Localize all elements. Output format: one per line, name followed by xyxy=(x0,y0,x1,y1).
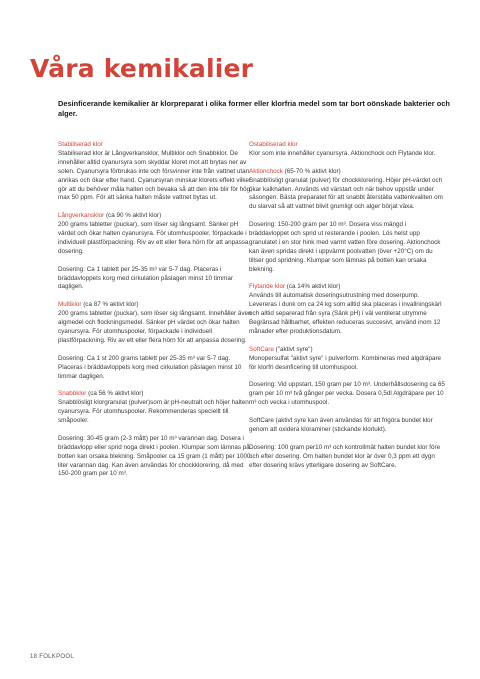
section-paragraph: Monopersulfat "aktivt syre" i pulverform. Kombineras med algdräpare för klorfri desinficering till utomhuspool. xyxy=(249,354,442,371)
intro-text: Desinficerande kemikalier är klorpreparat i olika former eller klorfria medel som tar bort oönskade bakterier och alger. xyxy=(58,99,450,118)
heading-text: Stabiliserad klor xyxy=(58,141,103,148)
dosage-paragraph: Dosering: 30-45 gram (2-3 mått) per 10 m³ varannan dag. Dosera i bräddavlopp eller sprid noga direkt i poolen. Klumpar som lämnas på botten kan orsaka blekning. Småpooler ca 15 gram (1 mått) per 1000 liter varannan dag. Kan även användas för chockklorering, då med 150-200 gram per 10 m³. xyxy=(58,434,251,478)
section-snabbklor xyxy=(58,390,254,479)
section-paragraph: 200 grams tabletter (puckar), som löser sig långsamt. Sänker pH värdet och ökar halten cyanursyra. För utomhuspooler, förpackade i individuell plastförpackning. Riv av ett eller flera hörn för att anpassa dosering. xyxy=(58,221,249,255)
dosage-paragraph: Dosering: Ca 1 tablett per 25-35 m³ var 5-7 dag. Placeras i bräddavloppets korg med cirkulation påslagen minst 10 timmar dagligen. xyxy=(58,265,233,291)
section-langverkansklor xyxy=(58,212,254,292)
heading-text: Flytande klor xyxy=(249,283,286,291)
left-column xyxy=(58,141,254,488)
right-column xyxy=(249,141,445,479)
section-heading xyxy=(58,212,254,221)
section-heading xyxy=(58,141,254,150)
dosage-paragraph: Dosering: Ca 1 st 200 grams tablett per 25-35 m³ var 5-7 dag. Placeras i bräddavloppets korg med cirkulation påslagen minst 10 timmar dagligen. xyxy=(58,354,242,380)
heading-text: Snabbklor xyxy=(58,390,87,398)
section-heading xyxy=(58,390,254,399)
section-paragraph: Stabiliserad klor är Långverkansklor, Multiklor och Snabbklor. De innehåller alltid cyanursyra som skyddar kloret mot att brytas ner av solen. Cyanursyra förbrukas inte och försvinner inte från vattnet utan anrikas och ökar efter hand. Cyanursyran minskar klorets effekt vilket gör att du behöver måla halten och bevaka så att den inte blir för hög, max 50 ppm. För att sänka halten måste vattnet bytas ut. xyxy=(58,149,252,202)
section-heading xyxy=(249,141,445,150)
section-heading xyxy=(249,346,445,355)
heading-subtext: (65-70 % aktivt klor) xyxy=(282,167,341,175)
section-heading xyxy=(58,301,254,310)
heading-text: SoftCare xyxy=(249,345,274,353)
heading-subtext: (ca 56 % aktivt klor) xyxy=(86,390,144,398)
section-aktionchock xyxy=(249,168,445,275)
heading-text: Multiklor xyxy=(58,301,82,309)
section-flytande-klor xyxy=(249,283,445,336)
section-heading xyxy=(249,283,445,292)
dosage-paragraph: Dosering: 100 gram per10 m³ och kontrollmät halten bundet klor före och efter dosering. Om halten bundet klor är över 0,3 ppm ett dygn efter dosering krävs ytterligare dosering av SoftCare. xyxy=(249,443,441,469)
section-paragraph: Används till automatisk doseringsutrustning med doserpump. Levereras i dunk om ca 24 kg som alltid ska placeras i invallningskärl och alltid separerad från syra (Sänk pH) i väl ventilerat utrymme Begränsad hållbarhet, effekten reduceras succesivt, använd inom 12 månader efter produktionsdatum. xyxy=(249,292,442,335)
heading-subtext: (ca 90 % aktivt klor) xyxy=(104,212,162,220)
dosage-paragraph: Dosering: Vid uppstart, 150 gram per 10 m³. Underhållsdosering ca 65 gram per 10 m³ två gånger per vecka. Dosera 0,5dl Algdräpare per 10 m³ och vecka i utomhuspool. xyxy=(249,381,445,407)
section-paragraph: Snabblösligt granulat (pulver) för chockklorering. Höjer pH-värdet och ökar kalkhalten. Används vid värstart och när behov uppstår under säsongen. Bästa preparatet för att snabbt återställa vattenkvaliten om du slarvat så att vattnet blivit grumligt och alger börjat växa. xyxy=(249,176,443,211)
heading-subtext: (ca 14% aktivt klor) xyxy=(285,283,341,291)
section-stabiliserad-klor xyxy=(58,141,254,203)
section-paragraph: SoftCare (aktivt syre kan även användas för att frigöra bundet klor genom att oxidera kloraminer (stickande klorlukt). xyxy=(249,417,433,433)
section-paragraph: 200 grams tabletter (puckar), som löser sig långsamt. Innehåller även algmedel och flockningsmedel. Sänker pH värdet och ökar halten cyanursyra. För utomhuspooler, förpackade i individuell plastförpackning. Riv av ett eller flera hörn för att anpassa dosering. xyxy=(58,310,252,344)
page-title: Våra kemikalier xyxy=(30,54,254,83)
heading-text: Aktionchock xyxy=(249,167,283,175)
page-footer: 18 FOLKPOOL xyxy=(30,654,74,660)
section-paragraph: Klor som inte innehåller cyanursyra. Aktionchock och Flytande klor. xyxy=(249,149,436,157)
heading-text: Ostabiliserad klor xyxy=(249,141,298,148)
section-paragraph: Snabblösligt klorgranulat (pulver)som är pH-neutralt och höjer halten cyanursyra. För utomhuspooler. Rekommenderas speciellt till småpooler. xyxy=(58,399,249,425)
heading-text: Långverkansklor xyxy=(58,212,105,220)
section-multiklor xyxy=(58,301,254,381)
heading-subtext: ("aktivt syre") xyxy=(273,345,313,353)
dosage-paragraph: Dosering: 150-200 gram per 10 m³. Dosera viss mängd i bräddavloppet och sprid ut resterande i poolen. Lös helst upp granulatet i en stor hink med varmt vatten före dosering. Aktionchock kan även spridas direkt i uppvärmt poolvatten (över +20°C) om du tillser god spridning. Klumpar som lämnas på botten kan orsaka blekning. xyxy=(249,221,441,273)
section-ostabiliserad-klor xyxy=(249,141,445,159)
heading-subtext: (ca 87 % aktivt klor) xyxy=(81,301,139,309)
section-heading xyxy=(249,168,445,177)
section-softcare xyxy=(249,346,445,471)
